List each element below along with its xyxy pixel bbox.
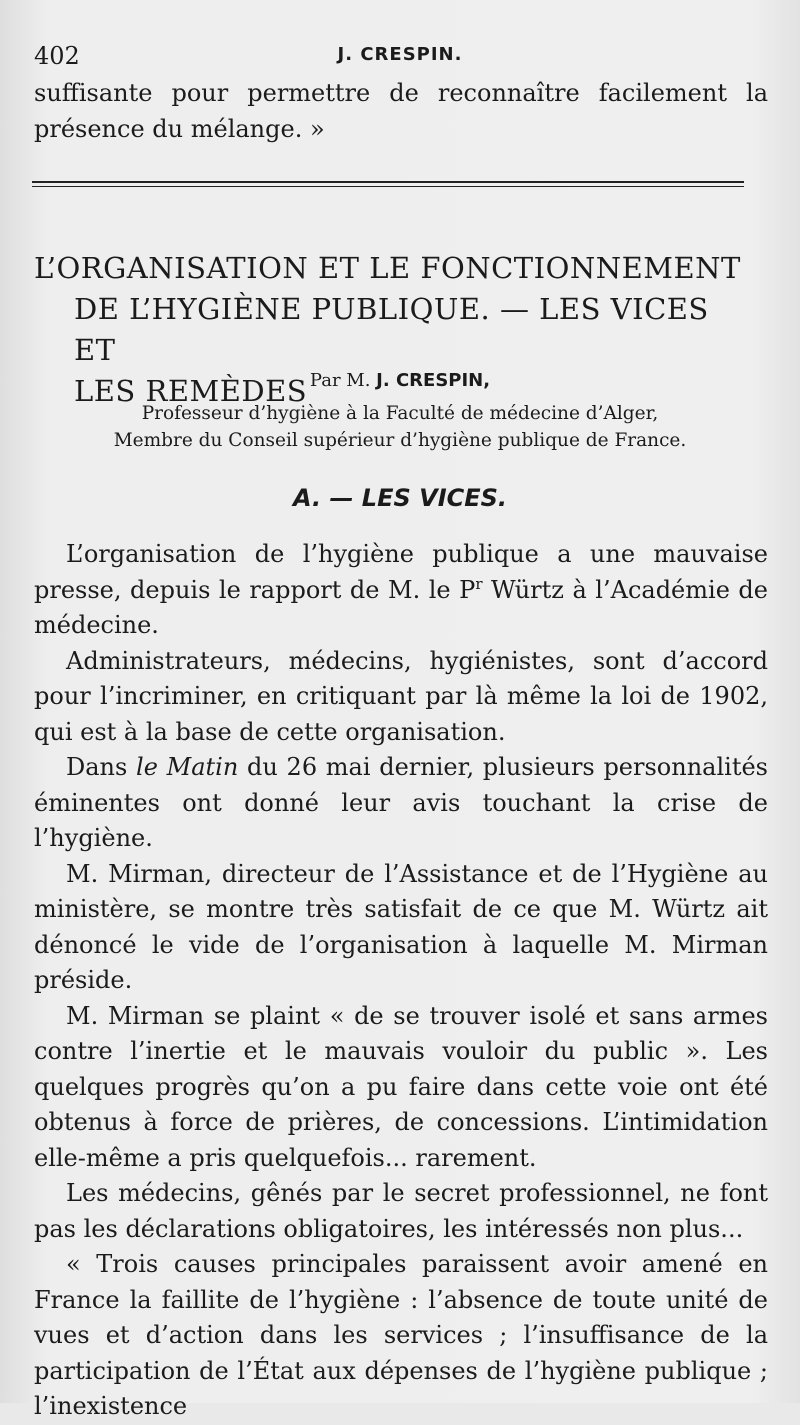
newspaper-name: le Matin [136,753,239,781]
page-header [30,42,770,76]
author-affiliation-2: Membre du Conseil supérieur d’hygiène publique de France. [113,430,687,451]
paragraph-3 [34,750,768,857]
paragraph-5: M. Mirman se plaint « de se trouver isolé et sans armes contre l’inertie et le mauvais vouloir du public ». Les quelques progrès qu’on a pu faire dans cette voie ont été obtenus à force de prières, de concessions. L’intimidation elle-même a pris quelquefois... rarement. [34,1001,768,1172]
paragraph-1 [34,537,768,644]
article-title-line-2: DE L’HYGIÈNE PUBLIQUE. — LES VICES ET [74,292,709,367]
paragraph-2: Administrateurs, médecins, hygiénistes, sont d’accord pour l’incriminer, en critiquant par là même la loi de 1902, qui est à la base de cette organisation. [34,646,768,746]
author-affiliation-1: Professeur d’hygiène à la Faculté de médecine d’Alger, [141,403,659,424]
article-title-line-3: LES REMÈDES [74,374,308,408]
paragraph-1-text: L’organisation de l’hygiène publique a une mauvaise presse, depuis le rapport de M. le [34,540,768,604]
paragraph-3-text: Dans [66,753,128,781]
article-title-line-1: L’ORGANISATION ET LE FONCTIONNEMENT [34,251,741,285]
page-number: 402 [34,42,80,70]
article-body [34,537,768,1425]
byline [0,370,800,391]
continued-paragraph: suffisante pour permettre de reconnaître facilement la présence du mélange. » [34,79,768,143]
professor-abbrev: P [459,575,476,604]
author-name: J. CRESPIN, [376,370,491,391]
professor-abbrev-sup: r [475,574,483,593]
running-title: J. CRESPIN. [337,44,463,65]
section-heading: A. — LES VICES. [292,484,508,512]
continued-text [34,76,768,147]
separator-rule-thin [32,186,744,187]
paragraph-1-rest: Würtz à l’Académie de médecine. [34,575,768,639]
byline-prefix: Par M. [309,370,371,391]
paragraph-3-rest: du 26 mai dernier, plusieurs personnalités éminentes ont donné leur avis touchant la crise de l’hygiène. [34,753,768,852]
paragraph-6: Les médecins, gênés par le secret professionnel, ne font pas les déclarations obligatoires, les intéressés non plus... [34,1179,768,1243]
paragraph-7: « Trois causes principales paraissent avoir amené en France la faillite de l’hygiène : l’absence de toute unité de vues et d’action dans les services ; l’insuffisance de la participation de l’État aux dépenses de l’hygiène publique ; l’inexistence [34,1250,768,1420]
separator-rule-thick [32,181,744,183]
paragraph-4: M. Mirman, directeur de l’Assistance et de l’Hygiène au ministère, se montre très satisfait de ce que M. Würtz ait dénoncé le vide de l’organisation à laquelle M. Mirman préside. [34,859,768,994]
